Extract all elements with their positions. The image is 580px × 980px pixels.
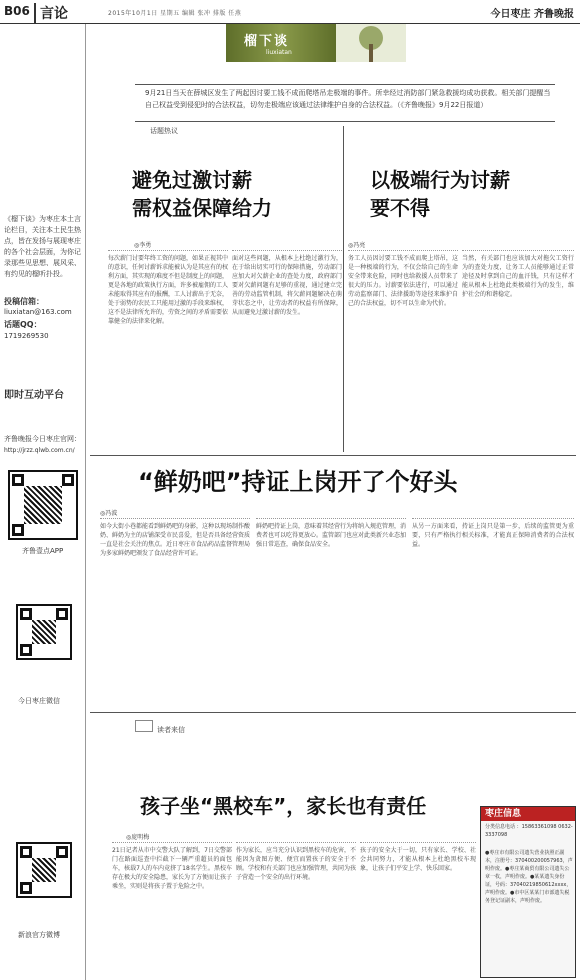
article1-headline (132, 166, 312, 222)
sidebar (0, 24, 86, 980)
article4-byline: ◎庞明梅 (126, 834, 150, 841)
email-label: 投稿信箱： (4, 297, 44, 306)
qr-code-weibo[interactable] (16, 842, 72, 898)
infobox-phone: 分类信息电话 ：15863361098 0632-3337098 (485, 824, 573, 838)
section-divider-1 (90, 455, 576, 456)
newspaper-brand: 今日枣庄 齐鲁晚报 (490, 9, 574, 20)
column-banner (226, 24, 336, 62)
article1-column-2: 面对这些问题，从根本上杜绝过激行为，在于给出切实可行的保障措施，劳动部门应加大对欠薪企业的查处力度，政府部门要对欠薪问题有足够的重视，通过建立完善的劳动监管机制，将欠薪问题解决在萌芽状态之中，让劳动者的权益有所保障，从而避免过激讨薪的发生。 (232, 250, 342, 450)
tree-illustration (336, 24, 406, 62)
qq-label: 话题QQ： (4, 320, 42, 329)
page-number: B06 (4, 4, 30, 18)
article1-byline: ◎李勇 (134, 242, 152, 249)
banner-title: 榴下谈 (244, 34, 290, 49)
article2-column-2: 当然，有关部门也应该加大对拖欠工资行为的查处力度，让务工人员能够通过正常途径及时拿到自己的血汗钱，只有这样才能从根本上杜绝此类极端行为的发生，维护社会的和谐稳定。 (462, 250, 574, 450)
section-title: 言论 (34, 3, 68, 23)
article3-column-1: 如今大街小巷都能看到鲜奶吧的身影，这种以现场制作酸奶、鲜奶为主的店铺深受市民喜爱，但是否具备经营资质一直是社会关注的焦点。近日枣庄市食品药品监督管理局为多家鲜奶吧颁发了食品经营许可证。 (100, 518, 250, 708)
article3-byline: ◎冯波 (100, 510, 118, 517)
site-label: 齐鲁晚报今日枣庄官网： (4, 435, 81, 443)
dateline: 2015年10月1日 星期五 编辑 张冲 排版 任燕 (108, 10, 242, 17)
article2-byline: ◎冯亮 (348, 242, 366, 249)
article2-title-line2: 要不得 (370, 196, 430, 220)
article1-column-1: 每次薪门讨要年终工资的问题，如果正视其中的意识，任何讨薪诉求能被认为是其应有的权利方面，其实现的难度不但是制度上的问题，更是各地的政策执行方面，许多被雇佣的工人未能取得其应有的报酬，工人讨薪出于无奈，处于弱势的农民工只能用过激的手段来维权，这不是法律所允许的，劳资之间的矛盾需要依靠健全的法律来化解。 (108, 250, 228, 450)
qr-code-wechat[interactable] (16, 604, 72, 660)
article1-title-line2: 需权益保障给力 (132, 196, 272, 220)
platform-title: 即时互动平台 (4, 390, 64, 401)
page-header (0, 0, 580, 24)
qr-weibo-label: 新浪官方微博 (18, 931, 60, 939)
qq-value: 1719269530 (4, 332, 49, 340)
qr-app-label: 齐鲁壹点APP (22, 547, 64, 555)
article2-column-1: 务工人员因讨要工钱不成而爬上塔吊，这是一种极端的行为，不仅会给自己的生命安全带来危险，同时也给救援人员带来了很大的压力。讨薪要依法进行，可以通过劳动监察部门、法律援助等途径来维护自己的合法权益，切不可以生命为代价。 (348, 250, 458, 450)
tree-icon (336, 24, 406, 62)
column-divider (343, 126, 344, 452)
sidebar-intro: 《榴下谈》为枣庄本土言论栏目，关注本土民生热点，皆在发扬与展现枣庄的各个社会层面，为你记录那些见思想、展风采、有约见的榴听扑投。 (4, 215, 81, 278)
section-divider-2 (90, 712, 576, 713)
article3-column-2: 鲜奶吧持证上岗，意味着其经营行为将纳入规范管理，消费者也可以吃得更放心。监管部门也应对此类新兴业态加强日常巡查，确保食品安全。 (256, 518, 406, 708)
article2-title-line1: 以极端行为讨薪 (370, 168, 510, 192)
article3-column-3: 从另一方面来看，持证上岗只是第一步，后续的监管更为重要，只有严格执行相关标准，才能真正保障消费者的合法权益。 (412, 518, 574, 708)
article2-headline (370, 166, 570, 222)
lead-paragraph: 9月21日当天在薛城区发生了两起因讨要工钱不成而爬塔吊走极端的事件。所幸经过消防部门紧急救援均成功获救。相关部门提醒当自己权益受到侵犯时的合法权益，切勿走极端应该通过法律维护自身的合法权益。（《齐鲁晚报》9月22日报道） (135, 84, 555, 122)
article4-column-3: 孩子的安全大于一切，只有家长、学校、社会共同努力，才能从根本上杜绝黑校车现象，让孩子们平安上学、快乐回家。 (360, 842, 476, 978)
email-value[interactable]: liuxiatan@163.com (4, 308, 72, 316)
article4-column-1: 21日记者从市中交警大队了解到，7日交警部门在路面巡查中拦截下一辆严重超员的面包车，核载7人的车内竟挤了18名学生。黑校车存在极大的安全隐患，家长为了方便而让孩子乘坐，实则是将孩子置于危险之中。 (112, 842, 232, 978)
article1-title-line1: 避免过激讨薪 (132, 168, 252, 192)
classified-info-box (480, 806, 576, 978)
banner-pinyin: liuxiatan (266, 49, 292, 56)
infobox-body: ●枣庄市有限公司遗失营业执照正副本，注册号：370400200057963，声明作废。●枣庄某商贸有限公司遗失公章一枚，声明作废。●某某遗失身份证，号码：37040219850612xxxx，声明作废。●市中区某某门市部遗失税务登记证副本，声明作废。 (485, 850, 573, 904)
qr-wechat-label: 今日枣庄微信 (18, 697, 60, 705)
site-url[interactable]: http://jrzz.qlwb.com.cn/ (4, 447, 75, 454)
article1-tag: 话题热议 (150, 127, 178, 135)
article4-column-2: 作为家长，应当充分认识到黑校车的危害，不能因为贪图方便、便宜而置孩子的安全于不顾。学校和有关部门也应加强管理，共同为孩子营造一个安全的出行环境。 (236, 842, 356, 978)
article4-tag: 读者来信 (157, 726, 185, 734)
infobox-title: 枣庄信息 (481, 807, 575, 821)
letter-icon (135, 720, 153, 732)
article3-title: “鲜奶吧”持证上岗开了个好头 (138, 468, 458, 496)
article4-title: 孩子坐“黑校车”，家长也有责任 (140, 794, 427, 818)
qr-code-app[interactable] (8, 470, 78, 540)
